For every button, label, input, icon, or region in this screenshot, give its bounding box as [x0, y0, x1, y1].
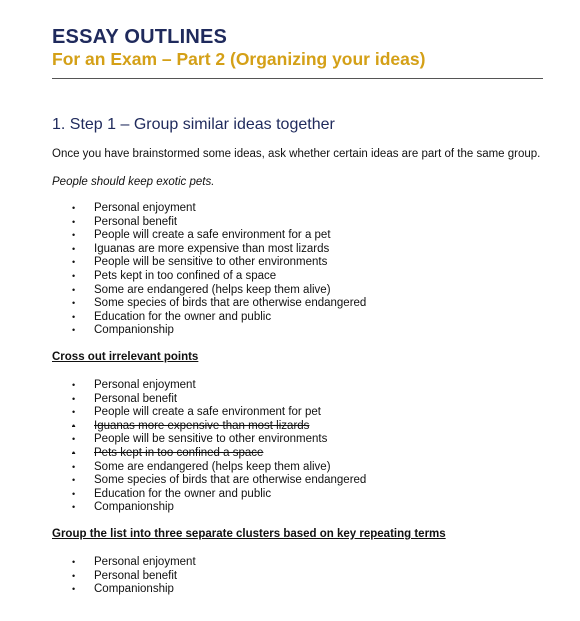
- bullet-icon: •: [72, 461, 76, 472]
- bullet-icon: •: [72, 584, 76, 595]
- list-item-text: Personal benefit: [94, 392, 178, 405]
- list-item-text: Companionship: [94, 501, 174, 514]
- list-item: [52, 297, 366, 311]
- cross-out-heading: Cross out irrelevant points: [52, 351, 199, 363]
- list-item-text: Some are endangered (helps keep them alive): [94, 283, 331, 296]
- list-item-text: People will create a safe environment for a pet: [94, 229, 331, 242]
- bullet-icon: •: [72, 257, 76, 268]
- bullet-icon: •: [72, 230, 76, 241]
- bullet-icon: •: [72, 447, 76, 458]
- bullet-icon: •: [72, 311, 76, 322]
- list-item: [52, 393, 366, 407]
- list-item: [52, 501, 366, 515]
- list-item: [52, 461, 366, 475]
- list-item: [52, 311, 366, 325]
- list-item: [52, 270, 366, 284]
- bullet-icon: •: [72, 420, 76, 431]
- list-item-text: Some species of birds that are otherwise endangered: [94, 297, 367, 310]
- list-item: [52, 256, 366, 270]
- bullet-icon: •: [72, 488, 76, 499]
- cross-out-list: [52, 379, 366, 515]
- document-subtitle: For an Exam – Part 2 (Organizing your ideas): [52, 49, 426, 69]
- list-item-text: Education for the owner and public: [94, 310, 272, 323]
- step-heading: 1. Step 1 – Group similar ideas together: [52, 116, 335, 133]
- bullet-icon: •: [72, 502, 76, 513]
- example-prompt: People should keep exotic pets.: [52, 176, 215, 188]
- bullet-icon: •: [72, 203, 76, 213]
- bullet-icon: •: [72, 475, 76, 486]
- list-item-text: People will be sensitive to other environments: [94, 433, 328, 446]
- list-item-text: Iguanas are more expensive than most lizards: [94, 242, 330, 255]
- bullet-icon: •: [72, 407, 76, 418]
- list-item-text: Some species of birds that are otherwise endangered: [94, 474, 367, 487]
- list-item-text: Personal enjoyment: [94, 556, 196, 568]
- list-item-text: Companionship: [94, 324, 174, 337]
- list-item: [52, 420, 366, 434]
- bullet-icon: •: [72, 570, 76, 581]
- brainstorm-list: [52, 202, 366, 338]
- list-item: [52, 202, 366, 216]
- list-item-text: People will create a safe environment for pet: [94, 406, 321, 419]
- bullet-icon: •: [72, 270, 76, 281]
- list-item-text: Pets kept in too confined of a space: [94, 269, 277, 282]
- list-item: [52, 570, 196, 584]
- list-item-text: Personal benefit: [94, 215, 178, 228]
- list-item-text: Personal enjoyment: [94, 379, 196, 391]
- list-item: [52, 406, 366, 420]
- document-title: ESSAY OUTLINES: [52, 26, 228, 48]
- list-item: [52, 284, 366, 298]
- list-item: [52, 324, 366, 338]
- list-item: [52, 447, 366, 461]
- group-heading: Group the list into three separate clusters based on key repeating terms: [52, 528, 446, 540]
- bullet-icon: •: [72, 243, 76, 254]
- list-item: [52, 216, 366, 230]
- bullet-icon: •: [72, 298, 76, 309]
- list-item-text: People will be sensitive to other environments: [94, 256, 328, 269]
- list-item-text: Education for the owner and public: [94, 487, 272, 500]
- list-item: [52, 474, 366, 488]
- list-item-text: Personal enjoyment: [94, 202, 196, 214]
- list-item: [52, 243, 366, 257]
- list-item-text: Some are endangered (helps keep them alive): [94, 460, 331, 473]
- list-item: [52, 433, 366, 447]
- list-item: [52, 379, 366, 393]
- bullet-icon: •: [72, 325, 76, 336]
- header-divider: [52, 78, 543, 79]
- list-item-text: Pets kept in too confined a space: [94, 446, 264, 459]
- list-item: [52, 229, 366, 243]
- intro-paragraph: Once you have brainstormed some ideas, ask whether certain ideas are part of the same group.: [52, 148, 541, 160]
- list-item: [52, 556, 196, 570]
- list-item: [52, 583, 196, 597]
- bullet-icon: •: [72, 216, 76, 227]
- cluster-list: [52, 556, 196, 597]
- bullet-icon: •: [72, 434, 76, 445]
- bullet-icon: •: [72, 393, 76, 404]
- bullet-icon: •: [72, 557, 76, 567]
- bullet-icon: •: [72, 284, 76, 295]
- bullet-icon: •: [72, 380, 76, 390]
- list-item-text: Companionship: [94, 583, 174, 596]
- list-item-text: Iguanas more expensive than most lizards: [94, 419, 310, 432]
- list-item-text: Personal benefit: [94, 569, 178, 582]
- list-item: [52, 488, 366, 502]
